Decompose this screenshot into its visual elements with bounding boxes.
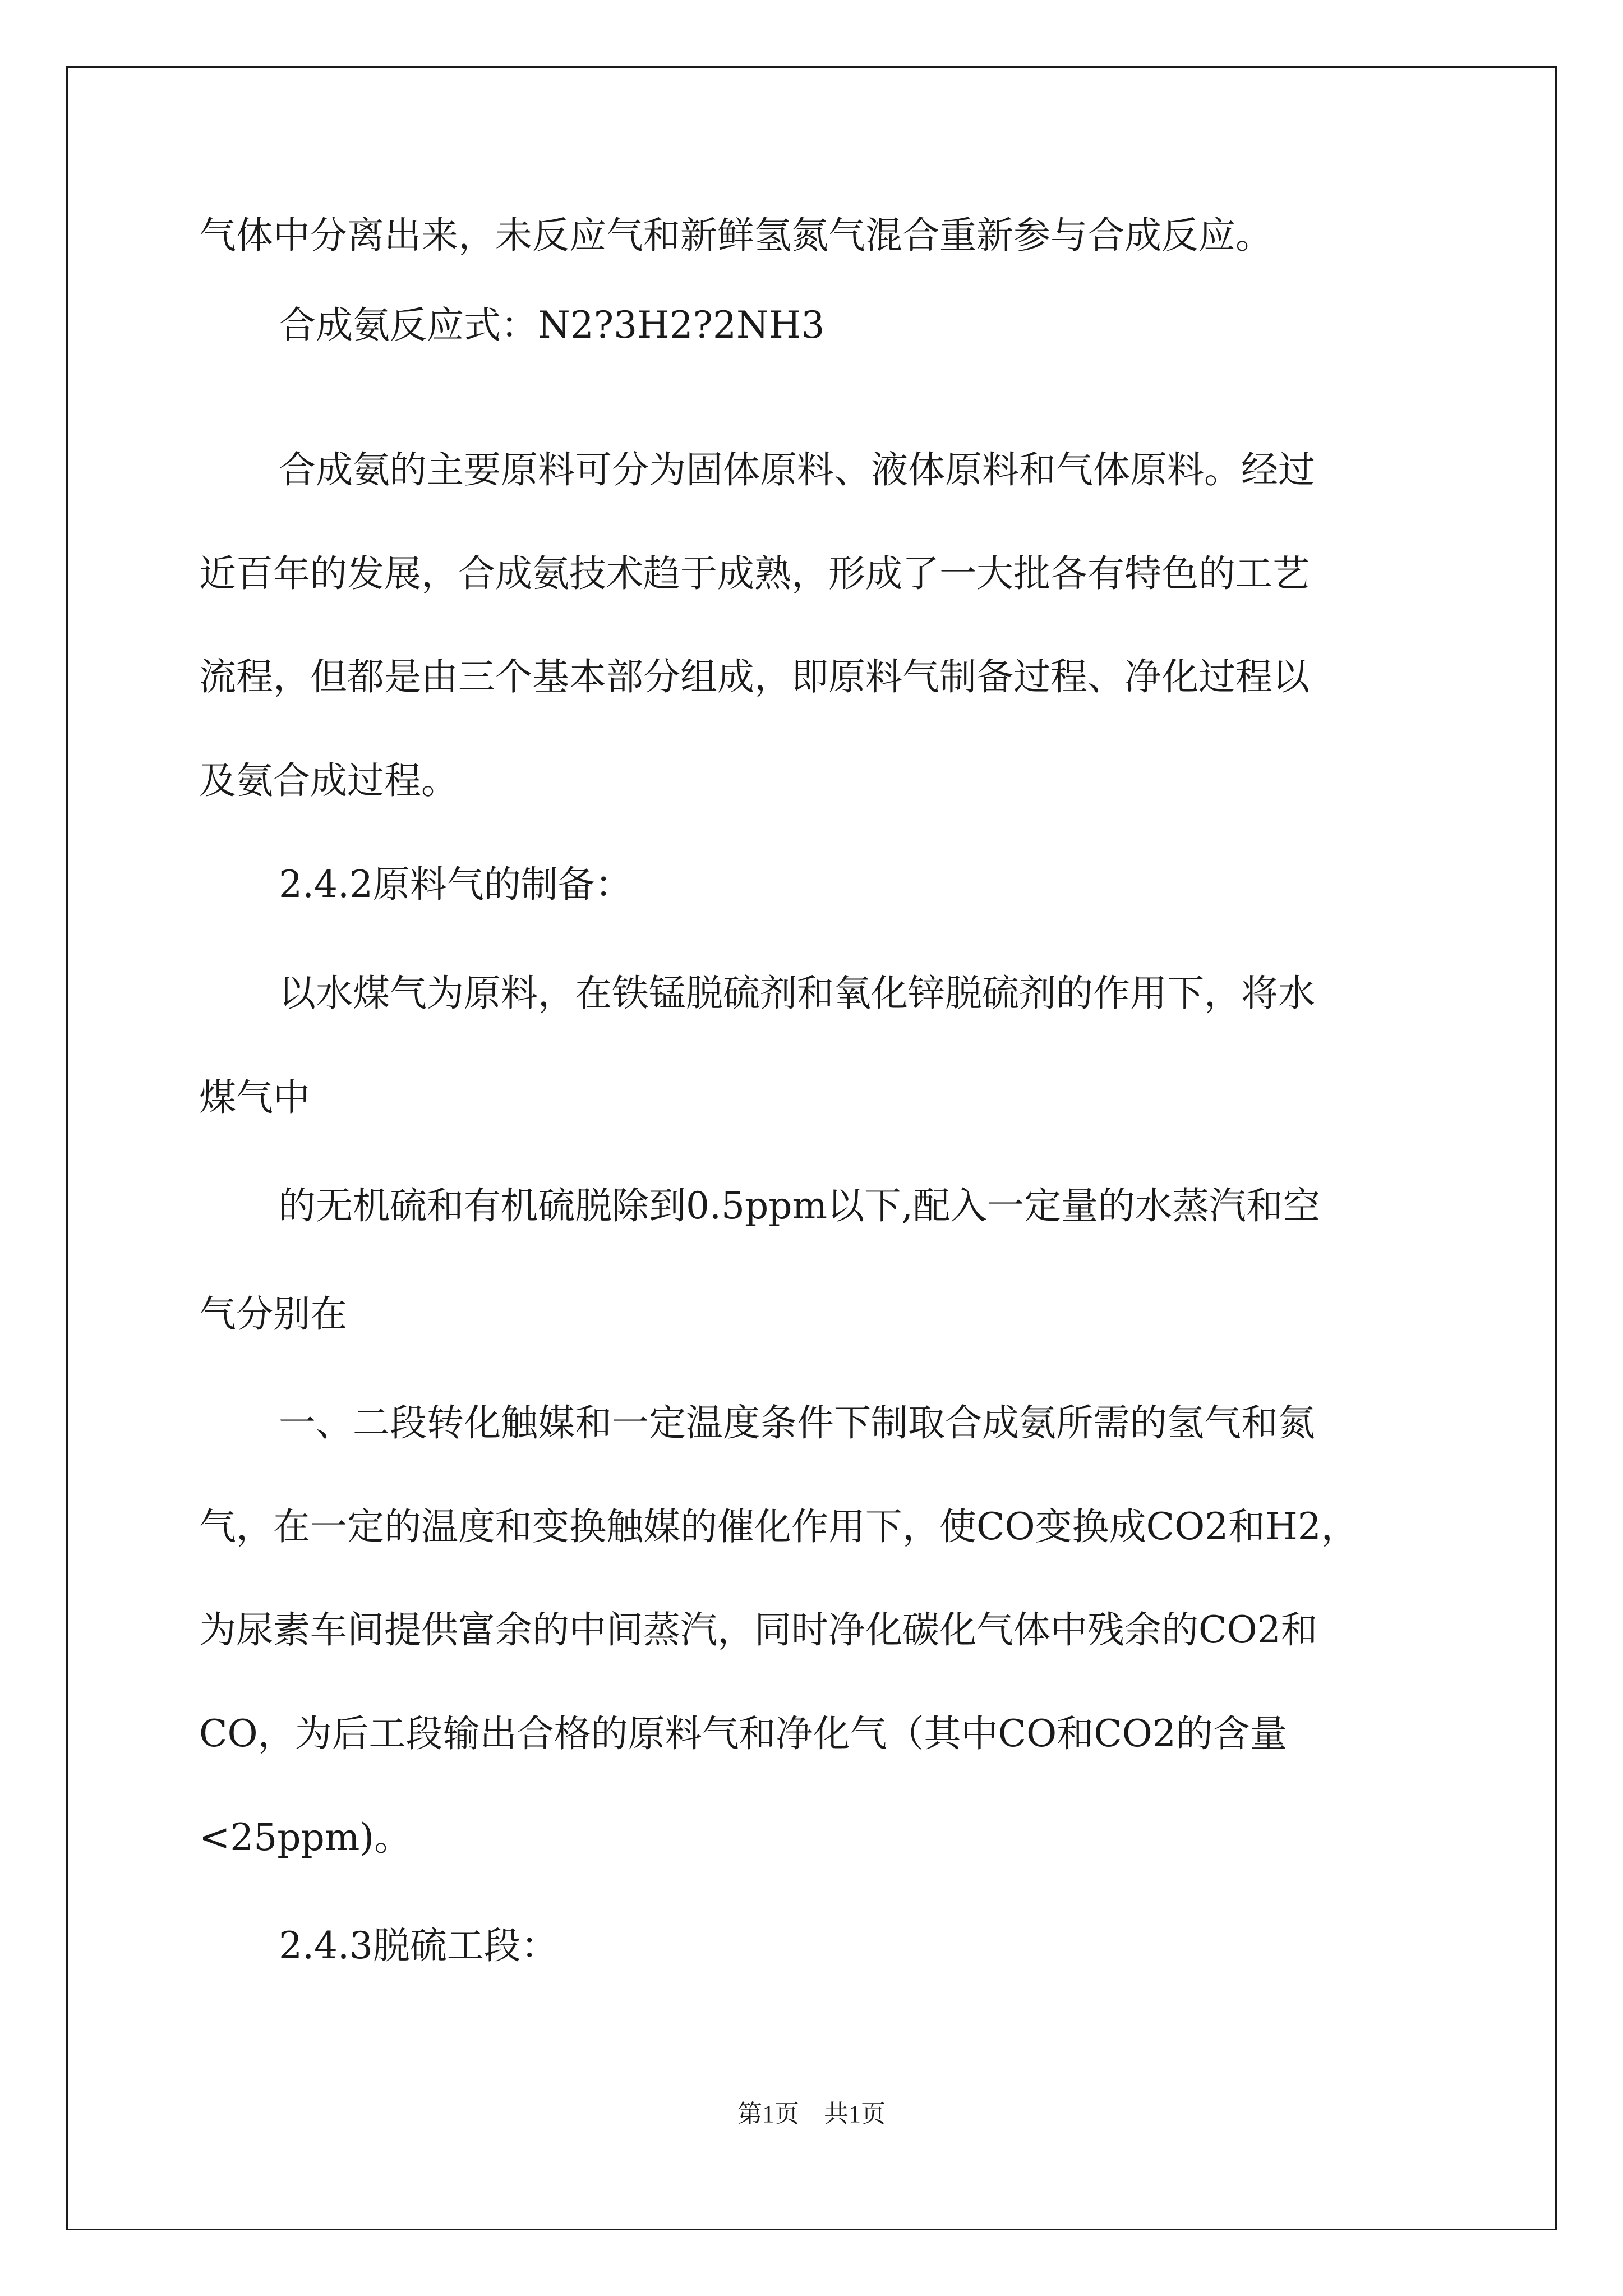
text-line: 流程，但都是由三个基本部分组成，即原料气制备过程、净化过程以 [199, 655, 1310, 698]
text-line: 近百年的发展，合成氨技术趋于成熟，形成了一大批各有特色的工艺 [199, 552, 1310, 595]
text-line: 以水煤气为原料，在铁锰脱硫剂和氧化锌脱硫剂的作用下，将水 [279, 972, 1315, 1015]
text-line: 合成氨反应式：N2?3H2?2NH3 [279, 303, 825, 347]
text-line: CO，为后工段输出合格的原料气和净化气（其中CO和CO2的含量 [199, 1712, 1287, 1755]
text-line: 及氨合成过程。 [199, 759, 458, 802]
text-line: <25ppm)。 [199, 1816, 412, 1859]
text-line: 一、二段转化触媒和一定温度条件下制取合成氨所需的氢气和氮 [279, 1401, 1315, 1444]
page-number: 第1页 共1页 [737, 2100, 886, 2128]
text-line: 煤气中 [199, 1076, 310, 1119]
section-heading: 2.4.3脱硫工段： [279, 1924, 558, 1967]
text-line: 的无机硫和有机硫脱除到0.5ppm以下,配入一定量的水蒸汽和空 [279, 1184, 1321, 1227]
section-heading: 2.4.2原料气的制备： [279, 863, 632, 906]
text-line: 气，在一定的温度和变换触媒的催化作用下，使CO变换成CO2和H2， [199, 1505, 1358, 1548]
text-line: 气体中分离出来，未反应气和新鲜氢氮气混合重新参与合成反应。 [199, 214, 1272, 257]
text-line: 气分别在 [199, 1292, 347, 1336]
text-line: 为尿素车间提供富余的中间蒸汽，同时净化碳化气体中残余的CO2和 [199, 1608, 1318, 1651]
text-line: 合成氨的主要原料可分为固体原料、液体原料和气体原料。经过 [279, 448, 1315, 491]
